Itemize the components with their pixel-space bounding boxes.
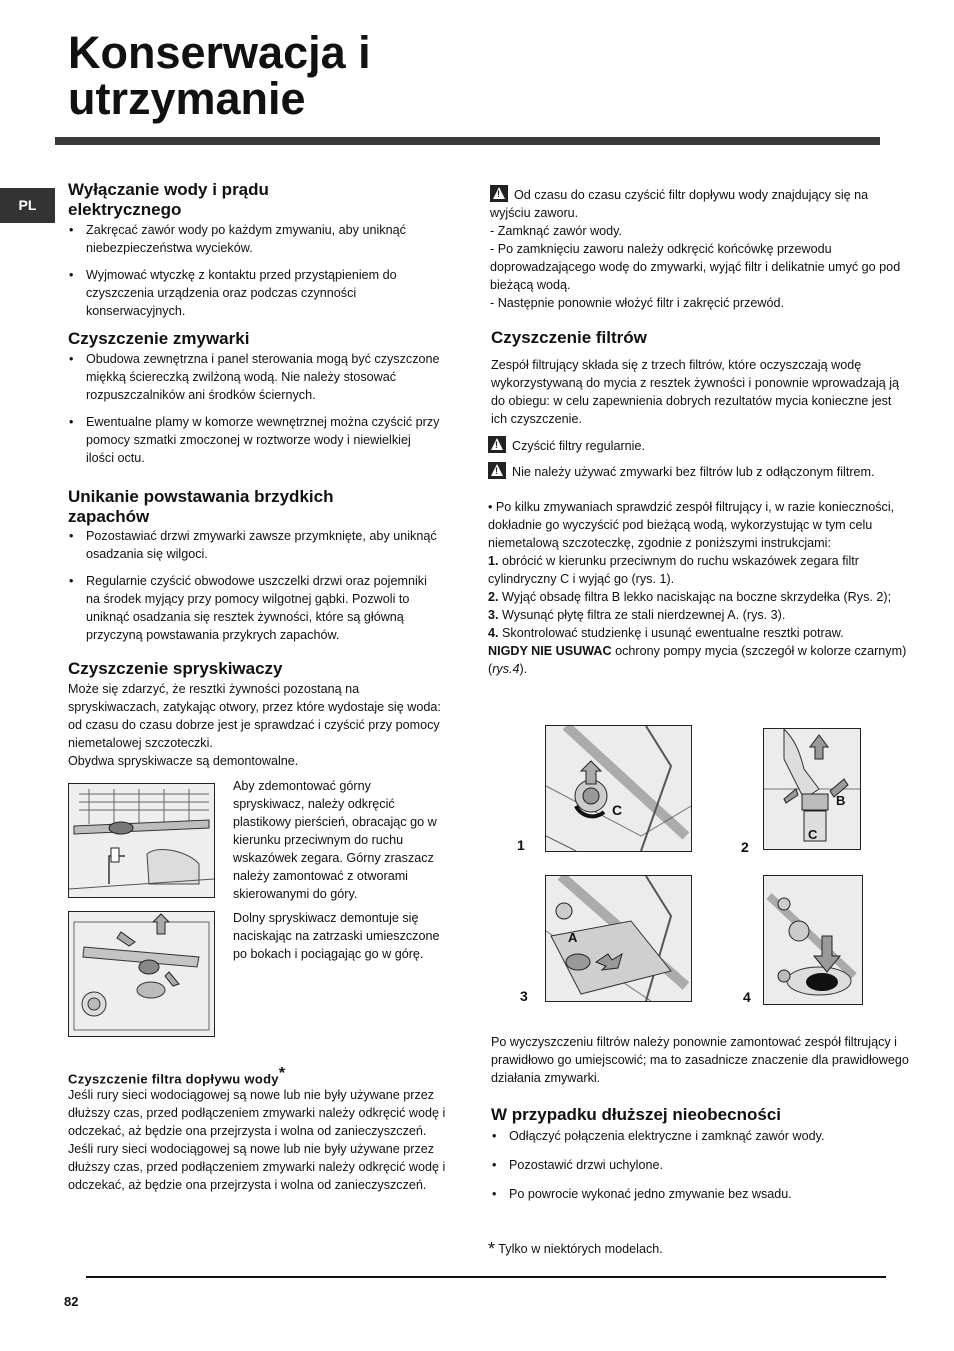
page-title: Konserwacja i utrzymanie [68,27,371,124]
figure-2 [763,728,861,850]
label-a: A [568,930,578,945]
figure-3 [545,875,692,1002]
inlet-filter-instructions: !Od czasu do czasu czyścić filtr dopływu wody znajdujący się na wyjściu zaworu. - Zamknąć zawór wody. - Po zamknięciu zaworu należy odkręcić końcówkę przewodu doprowadzającego wodę do zmywarki, wyjąć filtr i delikatnie umyć go pod bieżącą wodą. - Następnie ponownie włożyć filtr i zakręcić przewód. [490,185,910,312]
language-tab: PL [0,188,55,223]
figure-number-4: 4 [743,989,751,1005]
figure-upper-spray-arm [68,783,215,898]
list-item: • Wyjmować wtyczkę z kontaktu przed przystąpieniem do czyszczenia urządzenia oraz podczas czynności konserwacyjnych. [68,266,440,320]
list-item: • Po powrocie wykonać jedno zmywanie bez wsadu. [491,1185,911,1203]
figure-4 [763,875,863,1005]
list-cleaning-dishwasher [68,350,440,476]
list-item: • Pozostawiać drzwi zmywarki zawsze przymknięte, aby uniknąć osadzania się wilgoci. [68,527,440,563]
upper-spray-arm-illustration [69,784,214,897]
heading-inlet-filter: Czyszczenie filtra dopływu wody* [68,1065,286,1087]
after-cleaning-text: Po wyczyszczeniu filtrów należy ponownie zamontować zespół filtrujący i prawidłowo go umiejscowić; ma to zasadnicze znaczenie dla prawidłowego działania zmywarki. [491,1035,909,1085]
list-item: • Regularnie czyścić obwodowe uszczelki drzwi oraz pojemniki na środek myjący przy pomocy wilgotnej gąbki. Pozwoli to uniknąć osadzania się resztek żywności, które są główną przyczyną powstawania przykrych zapachów. [68,572,440,644]
list-item: • Odłączyć połączenia elektryczne i zamknąć zawór wody. [491,1127,911,1145]
heading-odours: Unikanie powstawania brzydkich zapachów [68,487,334,526]
list-item: • Pozostawić drzwi uchylone. [491,1156,911,1174]
figure-number-1: 1 [517,837,525,853]
label-c: C [612,802,623,818]
list-odours [68,527,440,653]
figure-number-2: 2 [741,839,749,855]
figure-number-3: 3 [520,988,528,1004]
label-b: B [836,793,846,808]
list-item: • Zakręcać zawór wody po każdym zmywaniu, aby uniknąć niebezpieczeństwa wycieków. [68,221,440,257]
heading-water-power: Wyłączanie wody i prądu elektrycznego [68,180,269,219]
figure-lower-spray-arm [68,911,215,1037]
filter-steps: • Po kilku zmywaniach sprawdzić zespół filtrujący i, w razie konieczności, dokładnie go wyczyścić pod bieżącą wodą, wykorzystując w tym celu niemetalową szczoteczkę, zgodnie z poniższymi instrukcjami: 1. obrócić w kierunku przeciwnym do ruchu wskazówek zegara filtr cylindryczny C i wyjąć go (rys. 1). 2. Wyjąć obsadę filtra B lekko naciskając na boczne skrzydełka (Rys. 2); 3. Wysunąć płytę filtra ze stali nierdzewnej A. (rys. 3). 4. Skontrolować studzienkę i usunąć ewentualne resztki potraw. NIGDY NIE USUWAC ochrony pompy mycia (szczegół w kolorze czarnym) (rys.4). [488,500,907,676]
list-absence [491,1127,911,1212]
page-number: 82 [64,1294,79,1309]
filters-description: Zespół filtrujący składa się z trzech filtrów, które oczyszczają wodę wykorzystywaną do mycia z resztek żywności i ponownie wprowadzają ją do obiegu: w celu zapewnienia dobrych rezultatów mycia konieczne jest ich czyszczenie. [491,358,900,426]
heading-spray-arms: Czyszczenie spryskiwaczy [68,659,283,678]
list-item: • Ewentualne plamy w komorze wewnętrznej można czyścić przy pomocy szmatki zmoczonej w roztworze wody i niewielkiej ilości octu. [68,413,440,467]
footnote: * Tylko w niektórych modelach. [488,1239,663,1259]
heading-absence: W przypadku dłuższej nieobecności [491,1105,781,1124]
footer-rule [86,1276,886,1278]
heading-cleaning-dishwasher: Czyszczenie zmywarki [68,329,250,348]
filters-warning-2: !Nie należy używać zmywarki bez filtrów lub z odłączonym filtrem. [488,462,928,481]
warning-icon [490,185,508,202]
heading-filters: Czyszczenie filtrów [491,328,647,347]
lower-spray-arm-text: Dolny spryskiwacz demontuje się naciskając na zatrzaski umieszczone po bokach i pociągając go w górę. [233,911,440,961]
spray-arms-text: Może się zdarzyć, że resztki żywności pozostaną na spryskiwaczach, zatykając otwory, przez które wydostaje się woda: od czasu do czasu dobrze jest je sprawdzać i czyścić przy pomocy niemetalowej szczoteczki. Obydwa spryskiwacze są demontowalne. [68,682,441,768]
filters-warning-1: !Czyścić filtry regularnie. [488,436,918,455]
label-c-2: C [808,827,818,842]
sump-illustration [764,876,862,1004]
list-item: • Obudowa zewnętrzna i panel sterowania mogą być czyszczone miękką ściereczką zwilżoną wodą. Nie należy stosować rozpuszczalników ani środków ściernych. [68,350,440,404]
upper-spray-arm-text: Aby zdemontować górny spryskiwacz, należy odkręcić plastikowy pierścień, obracając go w kierunku przeciwnym do ruchu wskazówek zegara. Górny zraszacz należy zamontować z otworami skierowanymi do góry. [233,779,437,901]
warning-icon [488,462,506,479]
lower-spray-arm-illustration [69,912,214,1036]
title-rule [55,137,880,145]
figure-1 [545,725,692,852]
warning-icon [488,436,506,453]
list-water-power [68,221,440,329]
filter-c-illustration [546,726,691,851]
inlet-filter-text: Jeśli rury sieci wodociągowej są nowe lub nie były używane przez dłuższy czas, przed podłączeniem zmywarki należy odkręcić wodę i odczekać, aż będzie ona przejrzysta i wolna od zanieczyszczeń. Jeśli rury sieci wodociągowej są nowe lub nie były używane przez dłuższy czas, przed podłączeniem zmywarki należy odkręcić wodę i odczekać, aż będzie ona przejrzysta i wolna od zanieczyszczeń. [68,1088,446,1192]
